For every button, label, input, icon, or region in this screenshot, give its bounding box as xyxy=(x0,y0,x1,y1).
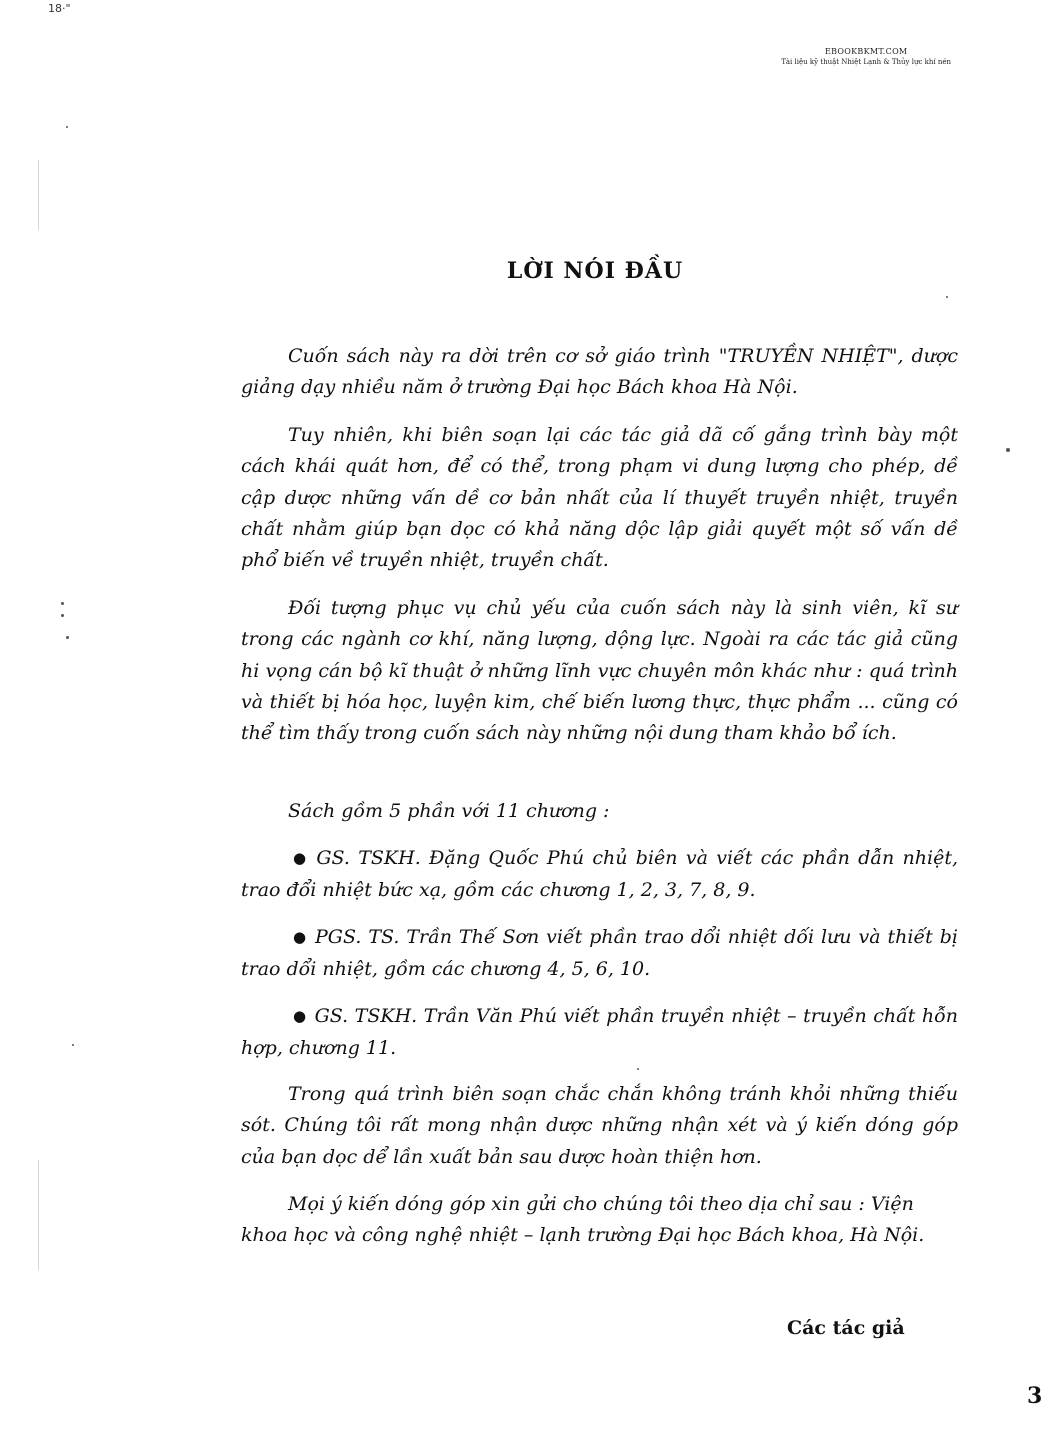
watermark xyxy=(781,46,951,68)
page-title: LỜI NÓI ĐẦU xyxy=(506,258,684,284)
author-bullet-text: GS. TSKH. Đặng Quốc Phú chủ biên và viết các phần dẫn nhiệt, trao đổi nhiệt bức xạ, gồm các chương 1, 2, 3, 7, 8, 9. xyxy=(241,847,959,902)
scan-speck xyxy=(66,126,68,128)
scan-artifact xyxy=(38,1160,39,1270)
bullet-icon: ● xyxy=(293,1007,307,1025)
corner-scan-mark: 18·" xyxy=(48,2,71,15)
scan-speck xyxy=(946,296,948,298)
scan-speck xyxy=(637,1068,639,1070)
author-bullet-2 xyxy=(241,922,958,986)
bullet-icon: ● xyxy=(293,849,309,867)
scan-speck xyxy=(1006,448,1010,452)
bullet-icon: ● xyxy=(293,928,308,946)
scan-speck xyxy=(66,636,69,639)
scan-speck xyxy=(72,1044,74,1046)
paragraph-intro: Cuốn sách này ra dời trên cơ sở giáo trình "TRUYỀN NHIỆT", dược giảng dạy nhiều năm ở trường Đại học Bách khoa Hà Nội. xyxy=(241,345,958,399)
paragraph-contact: Mọi ý kiến dóng góp xin gửi cho chúng tôi theo dịa chỉ sau : Viện khoa học và công nghệ nhiệt – lạnh trường Đại học Bách khoa, Hà Nội. xyxy=(241,1193,925,1247)
author-bullet-3 xyxy=(241,1001,958,1065)
scan-speck xyxy=(61,602,64,605)
signature: Các tác giả xyxy=(787,1317,905,1339)
author-bullet-1 xyxy=(241,843,958,907)
paragraph-structure: Sách gồm 5 phần với 11 chương : xyxy=(288,800,610,822)
page-number: 3 xyxy=(1027,1383,1043,1409)
author-bullet-text: GS. TSKH. Trần Văn Phú viết phần truyền nhiệt – truyền chất hỗn hợp, chương 11. xyxy=(241,1005,959,1060)
watermark-site: EBOOKBKMT.COM xyxy=(824,47,908,56)
author-bullet-text: PGS. TS. Trần Thế Sơn viết phần trao dổi nhiệt dối lưu và thiết bị trao dổi nhiệt, gồm các chương 4, 5, 6, 10. xyxy=(241,926,958,981)
paragraph-approach: Tuy nhiên, khi biên soạn lại các tác giả dã cố gắng trình bày một cách khái quát hơn, để có thể, trong phạm vi dung lượng cho phép, dề cập dược những vấn dề cơ bản nhất của lí thuyết truyền nhiệt, truyền chất nhằm giúp bạn dọc có khả năng dộc lập giải quyết một số vấn dề phổ biến về truyền nhiệt, truyền chất. xyxy=(241,424,958,572)
scan-speck xyxy=(61,614,64,617)
watermark-tagline: Tài liệu kỹ thuật Nhiệt Lạnh & Thủy lực khí nén xyxy=(781,58,951,66)
scan-artifact xyxy=(38,160,39,230)
paragraph-audience: Đối tượng phục vụ chủ yếu của cuốn sách này là sinh viên, kĩ sư trong các ngành cơ khí, năng lượng, dộng lực. Ngoài ra các tác giả cũng hi vọng cán bộ kĩ thuật ở những lĩnh vực chuyên môn khác như : quá trình và thiết bị hóa học, luyện kim, chế biến lương thực, thực phẩm ... cũng có thể tìm thấy trong cuốn sách này những nội dung tham khảo bổ ích. xyxy=(241,597,958,745)
paragraph-feedback: Trong quá trình biên soạn chắc chắn không tránh khỏi những thiếu sót. Chúng tôi rất mong nhận dược những nhận xét và ý kiến dóng góp của bạn dọc dể lần xuất bản sau dược hoàn thiện hơn. xyxy=(241,1083,958,1168)
